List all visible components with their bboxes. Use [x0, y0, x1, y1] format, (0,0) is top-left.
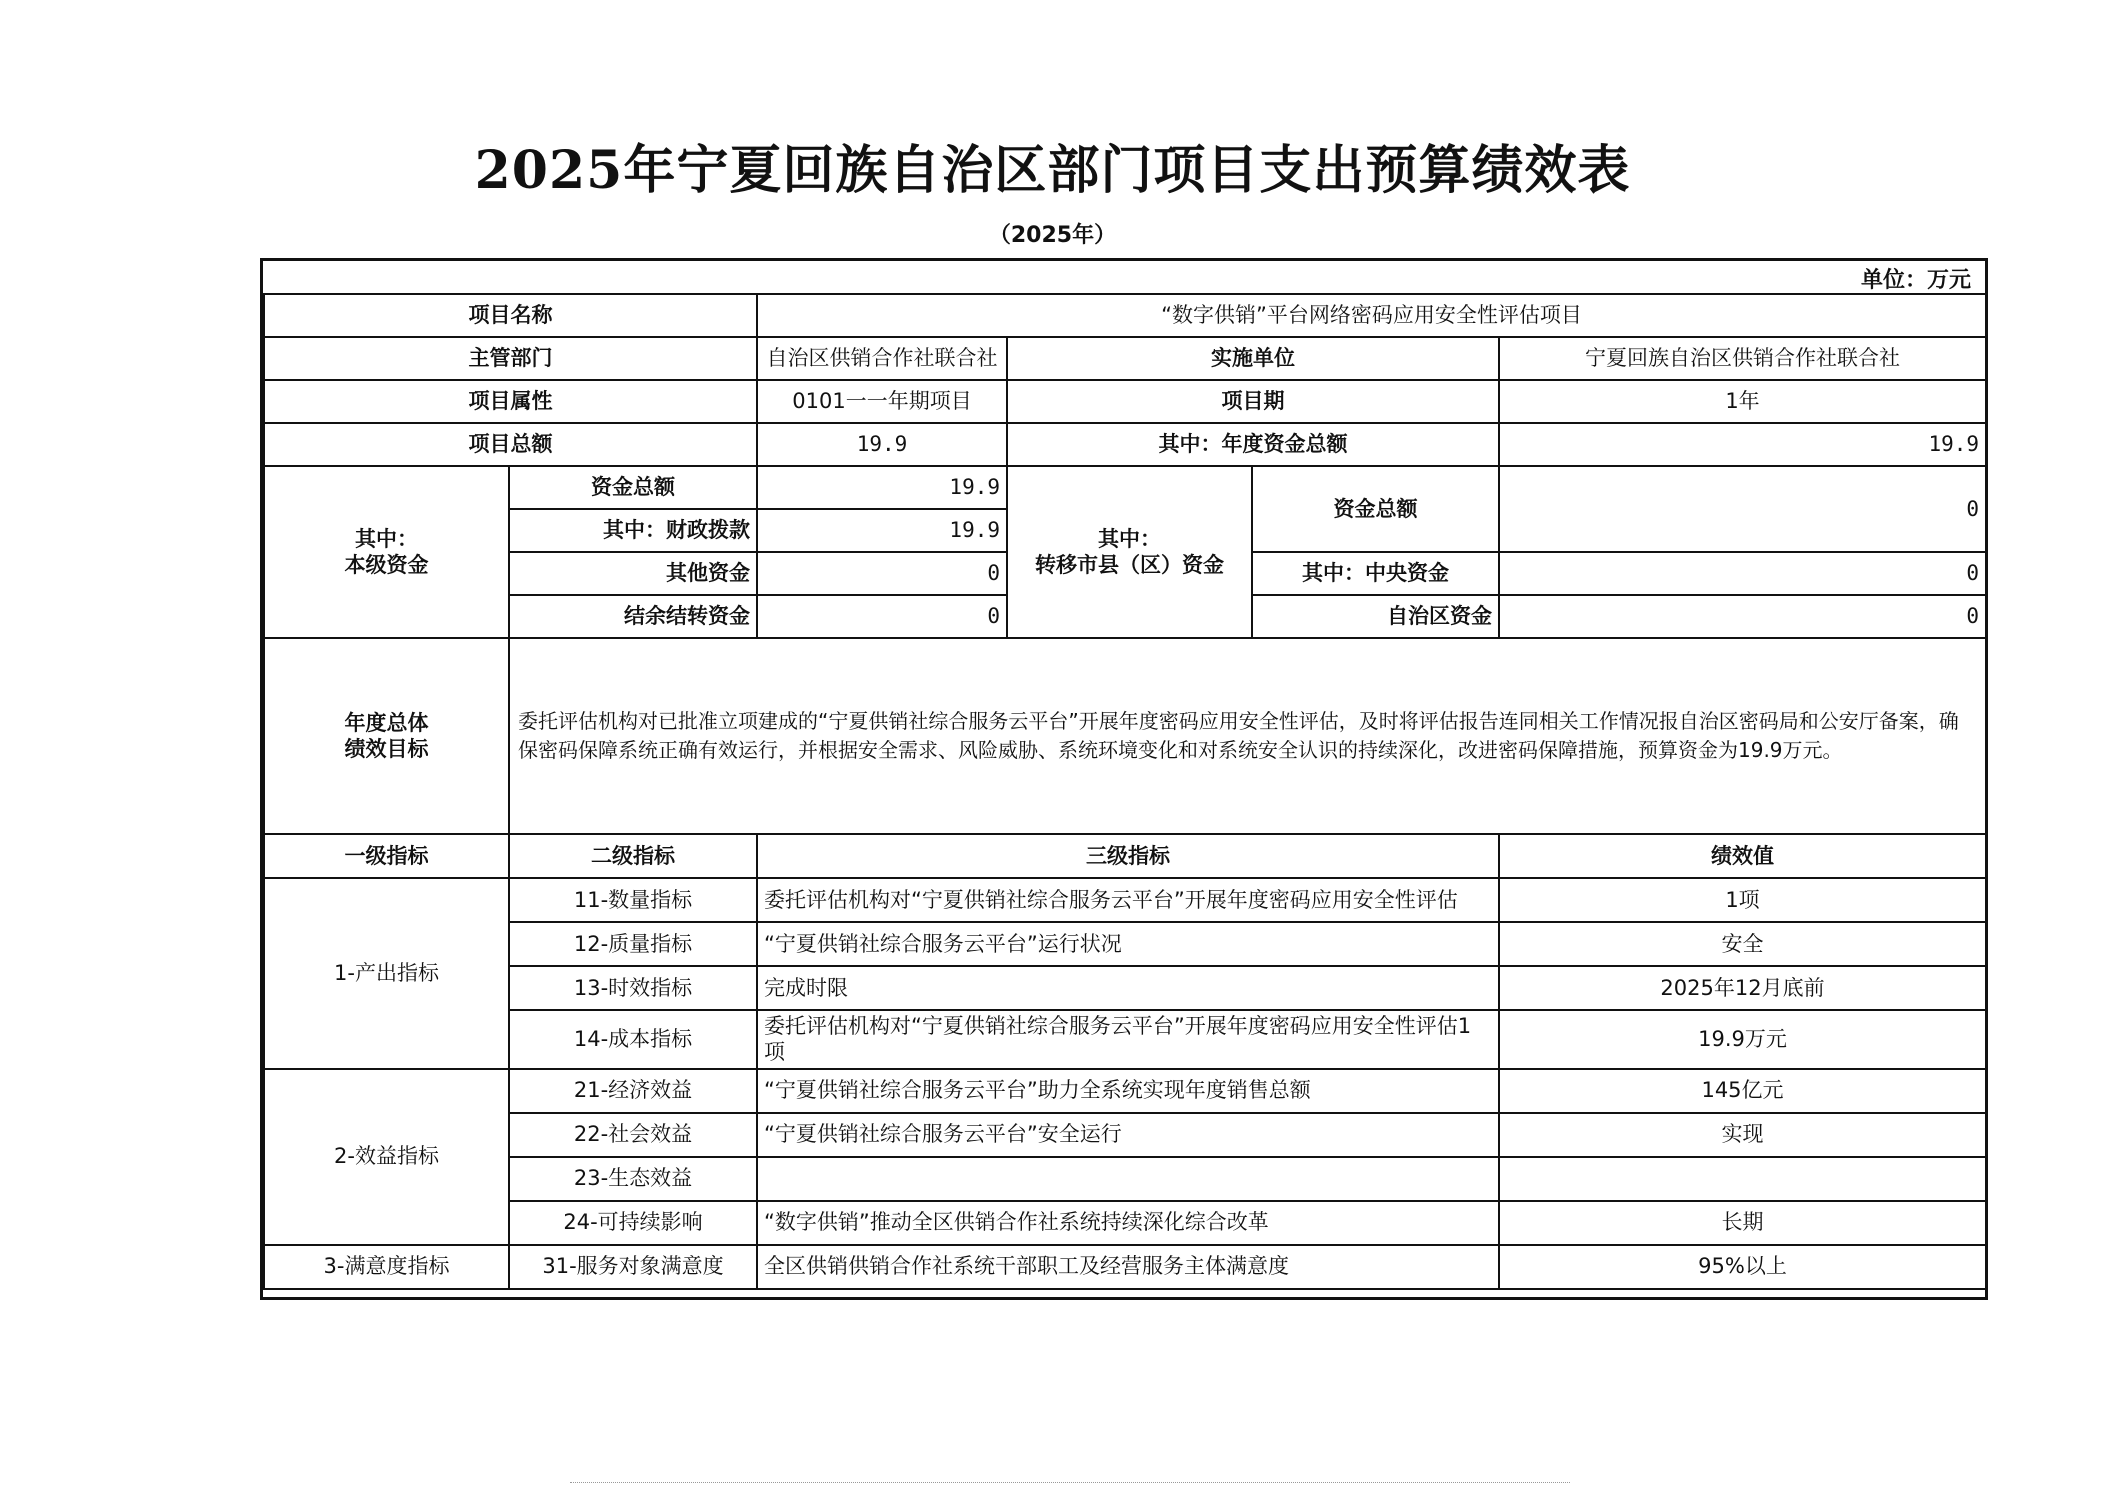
transfer-total-value: 0 [1499, 466, 1986, 552]
indicator-value: 2025年12月底前 [1499, 966, 1986, 1010]
transfer-central-value: 0 [1499, 552, 1986, 595]
header-level3: 三级指标 [757, 834, 1499, 878]
goal-label: 年度总体 绩效目标 [264, 638, 509, 834]
indicator-level3: 委托评估机构对“宁夏供销社综合服务云平台”开展年度密码应用安全性评估 [757, 878, 1499, 922]
goal-text: 委托评估机构对已批准立项建成的“宁夏供销社综合服务云平台”开展年度密码应用安全性评估，及时将评估报告连同相关工作情况报自治区密码局和公安厅备案，确保密码保障系统正确有效运行，并根据安全需求、风险威胁、系统环境变化和对系统安全认识的持续深化，改进密码保障措施，预算资金为19.9万元。 [509, 638, 1986, 834]
indicator-value: 19.9万元 [1499, 1010, 1986, 1069]
indicator-value: 实现 [1499, 1113, 1986, 1157]
transfer-region-value: 0 [1499, 595, 1986, 638]
unit-label: 单位：万元 [1860, 268, 1971, 293]
transfer-total-label: 资金总额 [1252, 466, 1499, 552]
indicator-value: 95%以上 [1499, 1245, 1986, 1289]
indicator-level1: 2-效益指标 [264, 1069, 509, 1245]
indicator-level2: 13-时效指标 [509, 966, 757, 1010]
impl-label: 实施单位 [1007, 337, 1499, 380]
project-name: “数字供销”平台网络密码应用安全性评估项目 [757, 294, 1986, 337]
indicator-level2: 23-生态效益 [509, 1157, 757, 1201]
indicator-level1: 1-产出指标 [264, 878, 509, 1069]
indicator-value: 长期 [1499, 1201, 1986, 1245]
attr-value: 0101一一年期项目 [757, 380, 1007, 423]
dept-label: 主管部门 [264, 337, 757, 380]
funds-fiscal-value: 19.9 [757, 509, 1007, 552]
indicator-level2: 21-经济效益 [509, 1069, 757, 1113]
funds-total-value: 19.9 [757, 466, 1007, 509]
funds-carry-label: 结余结转资金 [509, 595, 757, 638]
dept-value: 自治区供销合作社联合社 [757, 337, 1007, 380]
indicator-level1: 3-满意度指标 [264, 1245, 509, 1289]
header-value: 绩效值 [1499, 834, 1986, 878]
indicator-level2: 12-质量指标 [509, 922, 757, 966]
indicator-level3: “宁夏供销社综合服务云平台”助力全系统实现年度销售总额 [757, 1069, 1499, 1113]
total-value: 19.9 [757, 423, 1007, 466]
funds-fiscal-label: 其中：财政拨款 [509, 509, 757, 552]
page-title: 2025年宁夏回族自治区部门项目支出预算绩效表 [474, 140, 1631, 201]
indicator-value: 安全 [1499, 922, 1986, 966]
indicator-level2: 24-可持续影响 [509, 1201, 757, 1245]
total-label: 项目总额 [264, 423, 757, 466]
funds-total-label: 资金总额 [509, 466, 757, 509]
indicator-level2: 14-成本指标 [509, 1010, 757, 1069]
annual-value: 19.9 [1499, 423, 1986, 466]
indicator-value: 1项 [1499, 878, 1986, 922]
header-level1: 一级指标 [264, 834, 509, 878]
indicator-level2: 31-服务对象满意度 [509, 1245, 757, 1289]
funds-other-value: 0 [757, 552, 1007, 595]
funds-other-label: 其他资金 [509, 552, 757, 595]
transfer-central-label: 其中：中央资金 [1252, 552, 1499, 595]
budget-table-frame [260, 258, 1988, 1300]
indicator-level3 [757, 1157, 1499, 1201]
period-label: 项目期 [1007, 380, 1499, 423]
transfer-region-label: 自治区资金 [1252, 595, 1499, 638]
local-funds-label: 其中： 本级资金 [264, 466, 509, 638]
indicator-value: 145亿元 [1499, 1069, 1986, 1113]
indicator-level3: 完成时限 [757, 966, 1499, 1010]
indicator-level3: “数字供销”推动全区供销合作社系统持续深化综合改革 [757, 1201, 1499, 1245]
header-level2: 二级指标 [509, 834, 757, 878]
indicator-level3: 全区供销供销合作社系统干部职工及经营服务主体满意度 [757, 1245, 1499, 1289]
page-bottom-edge [570, 1482, 1570, 1485]
indicator-level2: 22-社会效益 [509, 1113, 757, 1157]
annual-label: 其中：年度资金总额 [1007, 423, 1499, 466]
indicator-level3: “宁夏供销社综合服务云平台”运行状况 [757, 922, 1499, 966]
indicator-level3: 委托评估机构对“宁夏供销社综合服务云平台”开展年度密码应用安全性评估1项 [757, 1010, 1499, 1069]
impl-value: 宁夏回族自治区供销合作社联合社 [1499, 337, 1986, 380]
project-name-label: 项目名称 [264, 294, 757, 337]
indicator-value [1499, 1157, 1986, 1201]
period-value: 1年 [1499, 380, 1986, 423]
funds-carry-value: 0 [757, 595, 1007, 638]
page-subtitle: （2025年） [988, 223, 1117, 248]
indicator-level3: “宁夏供销社综合服务云平台”安全运行 [757, 1113, 1499, 1157]
attr-label: 项目属性 [264, 380, 757, 423]
transfer-funds-label: 其中： 转移市县（区）资金 [1007, 466, 1252, 638]
indicator-level2: 11-数量指标 [509, 878, 757, 922]
budget-table [263, 293, 1987, 1290]
